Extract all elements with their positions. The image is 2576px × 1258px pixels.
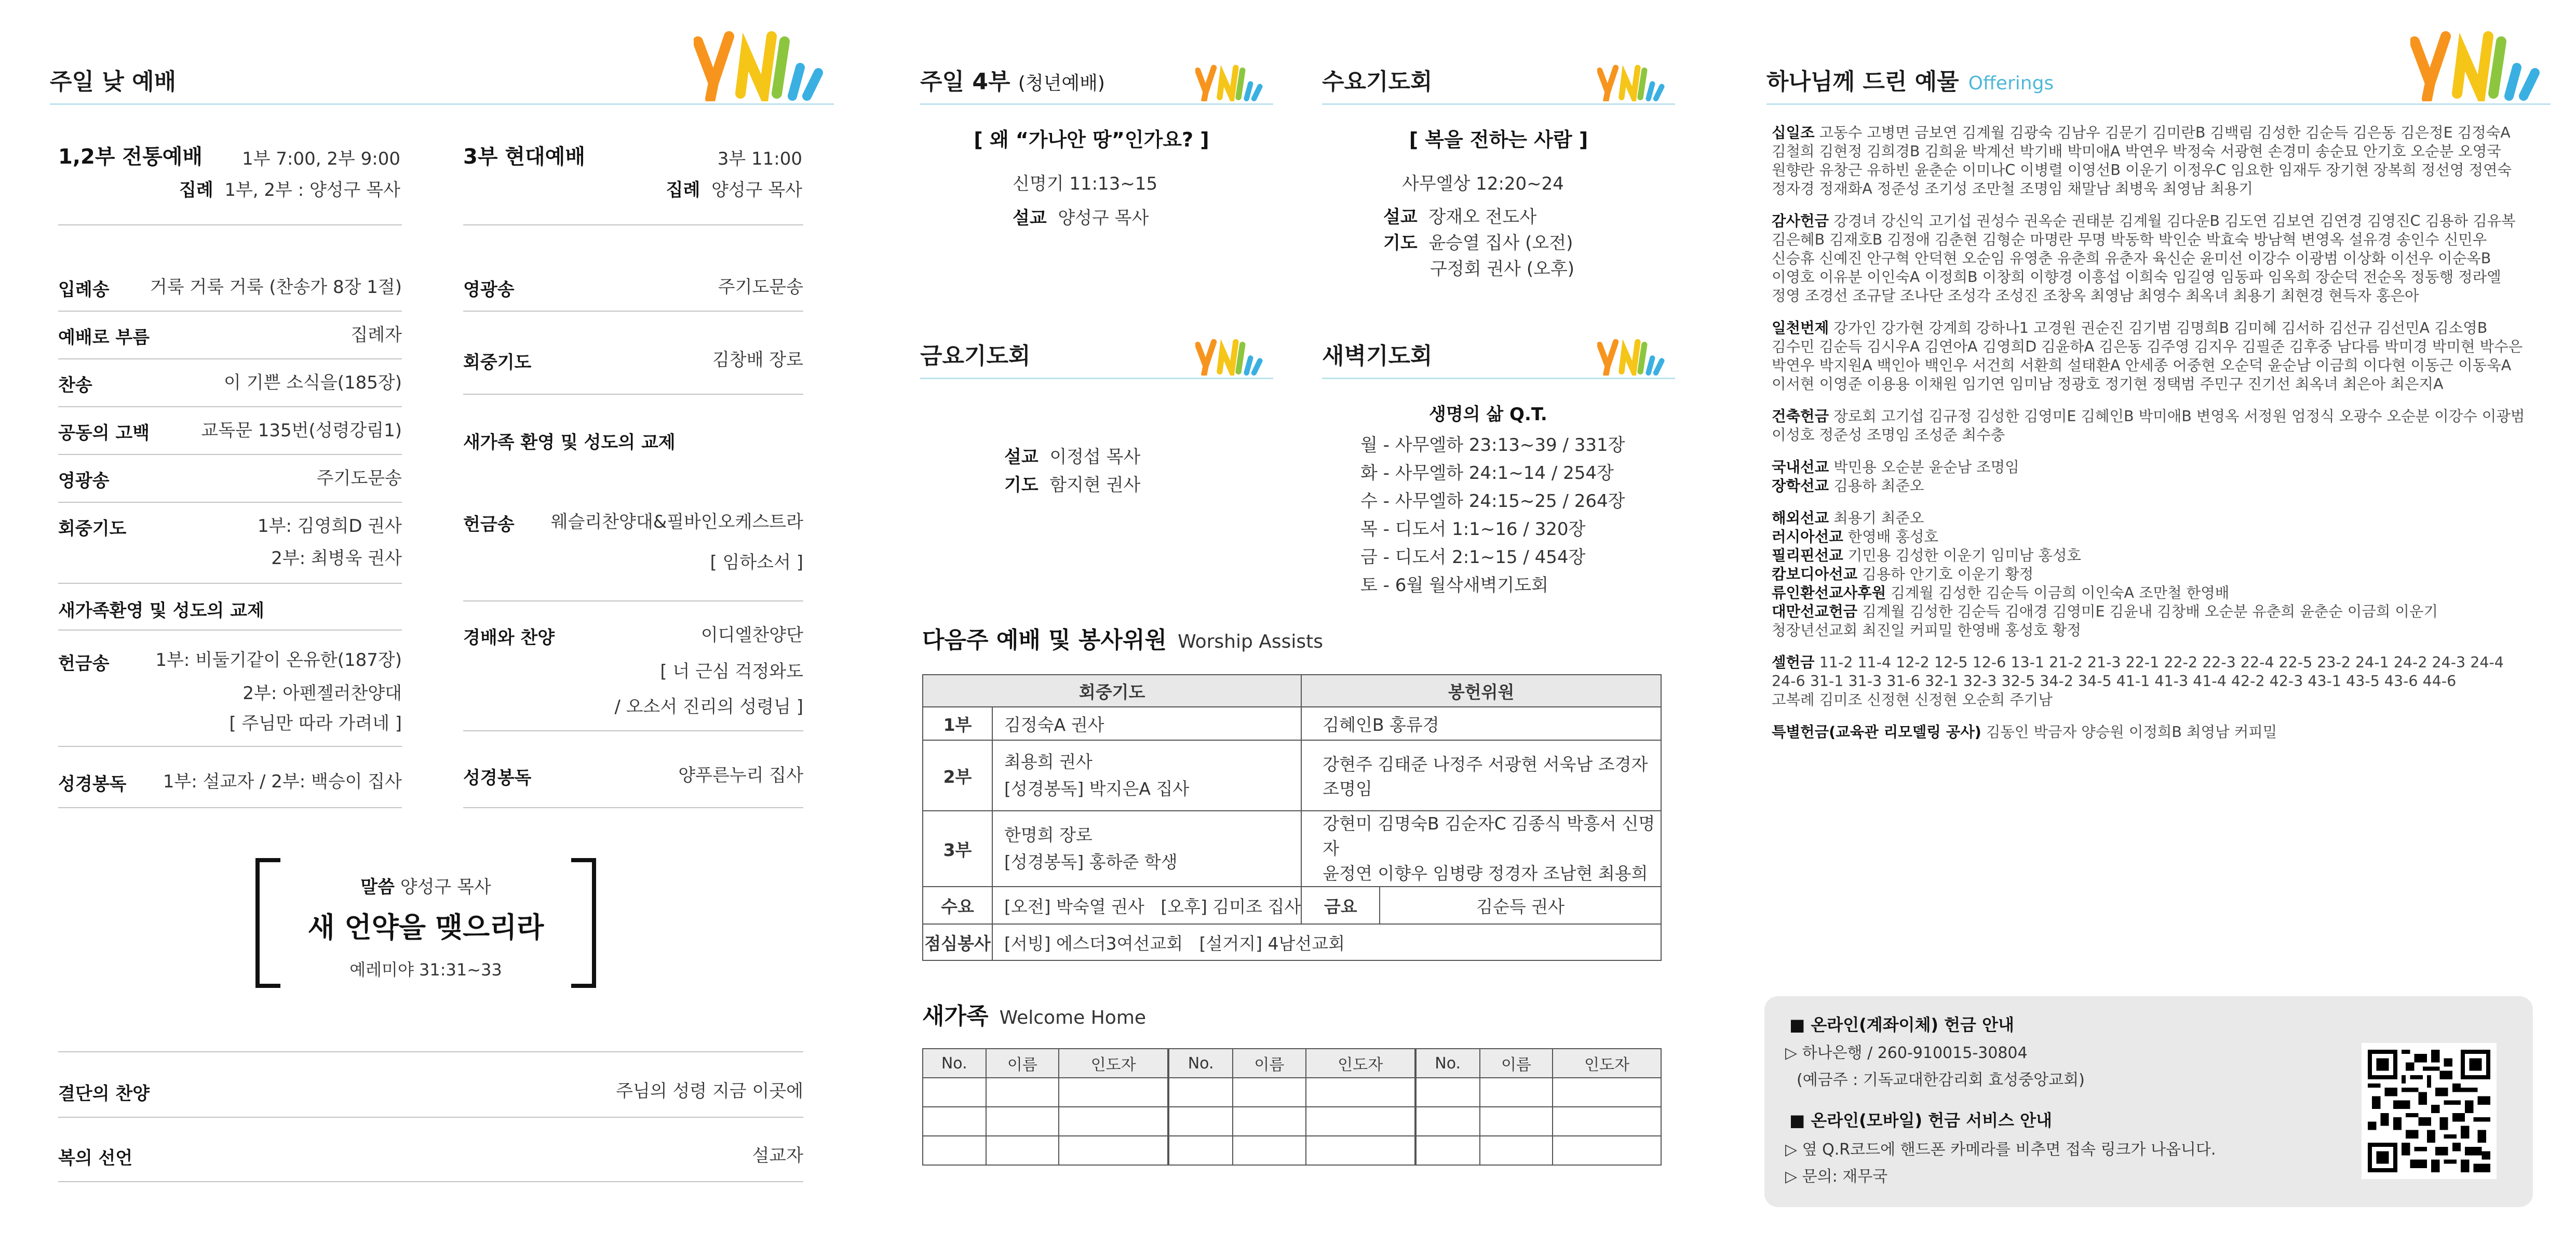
offering-names: 기민용 김성한 이운기 임미남 홍성호 <box>1847 547 2081 564</box>
offering-names: 11-2 11-4 12-2 12-5 12-6 13-1 21-2 21-3 22-1 22-2 22-3 22-4 22-5 23-2 24-1 24-2 24-3 24-4 <box>1819 654 2504 671</box>
church-logo-icon <box>1195 60 1263 101</box>
youth-header <box>920 48 1273 105</box>
online-transfer-heading: ■ 온라인(계좌이체) 헌금 안내 <box>1789 1015 2014 1035</box>
youth-subtitle: (청년예배) <box>1018 73 1105 94</box>
offerings-list <box>1772 124 2540 755</box>
offering-category: 건축헌금 <box>1772 408 1829 425</box>
order-item: 영광송 주기도문송 <box>58 461 402 503</box>
sunday-header <box>50 48 834 105</box>
sermon-verse: 예레미야 31:31~33 <box>349 960 502 980</box>
offering-category: 감사헌금 <box>1772 212 1829 230</box>
offering-names: 김철희 김현정 김희경B 김희윤 박계선 박기배 박미애A 박연우 박정숙 서광현 손경미 송순묘 안기호 오순분 오영국 <box>1772 143 2501 160</box>
offering-category: 대만선교헌금 <box>1772 603 1858 620</box>
offering-names: 최용기 최준오 <box>1833 510 1924 527</box>
table-row <box>923 1136 1661 1165</box>
order-item: 헌금송 1부: 비둘기같이 온유한(187장) 2부: 아펜젤러찬양대 [ 주님만 따라 가려네 ] <box>58 639 402 747</box>
traditional-service-time: 1부 7:00, 2부 9:00 <box>242 149 400 169</box>
offering-category: 장학선교 <box>1772 477 1829 494</box>
offering-names: 24-6 31-1 31-3 31-6 32-1 32-3 32-5 34-2 34-5 41-1 41-3 41-4 42-2 42-3 43-1 43-5 43-6 44-6 <box>1772 673 2457 690</box>
offerings-title-en: Offerings <box>1968 73 2054 94</box>
account-holder: (예금주 : 기독교대한감리회 효성중앙교회) <box>1797 1071 2085 1089</box>
offering-names: 김은혜B 김재호B 김정애 김춘현 김형순 마명란 무명 박동학 박인순 박효숙 방남혁 변영옥 설유경 송인수 신민우 <box>1772 231 2487 248</box>
offering-group <box>1772 319 2540 394</box>
divider <box>58 224 402 225</box>
order-item: 회중기도 1부: 김영희D 권사 2부: 최병욱 권사 <box>58 509 402 584</box>
order-item: 성경봉독 양푸른누리 집사 <box>463 750 803 808</box>
sunday-title: 주일 낮 예배 <box>50 69 177 95</box>
offering-group <box>1772 653 2540 710</box>
assists-title: 다음주 예배 및 봉사위원 Worship Assists <box>922 627 1324 653</box>
modern-service-time: 3부 11:00 <box>717 149 802 169</box>
friday-prayer: 기도 함지현 권사 <box>1004 475 1141 496</box>
bracket-left <box>255 858 280 988</box>
offering-names: 정자경 정재화A 정준성 조기성 조만철 조명임 채말남 최병욱 최영남 최용기 <box>1772 180 2253 197</box>
youth-title: 주일 4부 <box>920 69 1010 95</box>
offering-category: 셀헌금 <box>1772 654 1815 671</box>
modern-service-name: 3부 현대예배 <box>463 145 585 169</box>
traditional-service-name: 1,2부 전통예배 <box>58 145 203 169</box>
order-item: 입례송 거룩 거룩 거룩 (찬송가 8장 1절) <box>58 270 402 312</box>
order-item: 복의 선언 설교자 <box>58 1137 803 1182</box>
offering-group <box>1772 212 2540 305</box>
offering-names: 청장년선교회 최진일 커피밀 한영배 홍성호 황정 <box>1772 622 2081 639</box>
wednesday-preacher: 설교 장재오 전도사 <box>1383 207 1537 227</box>
order-item: 찬송 이 기쁜 소식을(185장) <box>58 366 402 407</box>
friday-preacher: 설교 이정섭 목사 <box>1004 447 1141 467</box>
table-row <box>923 1107 1661 1136</box>
offering-category: 류인환선교사후원 <box>1772 584 1886 601</box>
church-logo-icon <box>1195 334 1263 376</box>
sermon-block <box>291 873 561 981</box>
offering-names: 김계월 김성한 김순득 이금희 이인숙A 조만철 한영배 <box>1891 584 2230 601</box>
friday-header <box>920 322 1273 379</box>
offering-category: 캄보디아선교 <box>1772 566 1858 583</box>
offering-names: 장로회 고기섭 김규정 김성한 김영미E 김혜인B 박미애B 변영옥 서정원 엄정식 오광수 오순분 이강수 이광범 <box>1833 408 2525 425</box>
offering-group <box>1772 458 2540 496</box>
offering-names: 김동인 박금자 양승원 이정희B 최영남 커피밀 <box>1986 724 2277 741</box>
divider <box>58 1051 803 1052</box>
order-item: 성경봉독 1부: 설교자 / 2부: 백승이 집사 <box>58 761 402 808</box>
dawn-header <box>1322 322 1675 379</box>
wednesday-prayer-2: 구정회 권사 (오후) <box>1430 259 1575 279</box>
traditional-officiant: 집례 1부, 2부 : 양성구 목사 <box>179 180 400 200</box>
offering-group <box>1772 723 2540 742</box>
sermon-title: 새 언약을 맺으리라 <box>307 911 544 944</box>
offering-names: 강가인 강가현 강계희 강하나1 고경원 권순진 김기범 김명희B 김미혜 김서하 김선규 김선민A 김소영B <box>1833 319 2488 337</box>
dawn-subtitle: 생명의 삶 Q.T. <box>1429 404 1547 425</box>
offering-names: 원향란 유창근 유하빈 윤춘순 이미나C 이병렬 이영선B 이운기 이정우C 임요한 임재두 장기현 장복희 정선영 정연숙 <box>1772 162 2512 179</box>
youth-theme: [ 왜 “가나안 땅”인가요? ] <box>974 128 1209 151</box>
order-item: 영광송 주기도문송 <box>463 270 803 312</box>
offering-names: 박민용 오순분 윤순남 조명임 <box>1833 459 2019 476</box>
offering-names: 고동수 고병면 금보연 김계월 김광숙 김남우 김문기 김미란B 김백림 김성한 김순득 김은동 김은정E 김정숙A <box>1819 124 2511 141</box>
wednesday-header <box>1322 48 1675 105</box>
offering-names: 김계월 김성한 김순득 김애경 김영미E 김윤내 김창배 오순분 유춘희 윤춘순 이금희 이운기 <box>1862 603 2438 620</box>
contact-info: ▷ 문의: 재무국 <box>1785 1168 1888 1186</box>
offering-group <box>1772 407 2540 445</box>
dawn-title: 새벽기도회 <box>1322 343 1433 369</box>
offering-names: 김수민 김순득 김시우A 김연아A 김영희D 김윤하A 김은동 김주영 김지우 김필준 김후중 남다름 박미경 박미현 박수은 <box>1772 338 2523 355</box>
church-logo-icon <box>1597 334 1665 376</box>
newcomers-table: No. 이름 인도자 No. 이름 인도자 No. 이름 인도자 <box>922 1048 1662 1166</box>
order-item: 경배와 찬양 이디엘찬양단 [ 너 근심 걱정와도 / 오소서 진리의 성령님 ] <box>463 617 803 731</box>
order-item: 회중기도 김창배 장로 <box>463 337 803 395</box>
offering-names: 김용하 최준오 <box>1833 477 1924 494</box>
offering-category: 국내선교 <box>1772 459 1829 476</box>
offering-group <box>1772 124 2540 198</box>
qr-code-icon <box>2368 1049 2490 1173</box>
offering-category: 러시아선교 <box>1772 528 1843 545</box>
order-item: 새가족환영 및 성도의 교제 <box>58 589 402 631</box>
offering-group <box>1772 509 2540 640</box>
newcomers-title: 새가족 Welcome Home <box>922 1003 1147 1029</box>
order-item: 예배로 부름 집례자 <box>58 318 402 359</box>
offering-names: 한영배 홍성호 <box>1847 528 1938 545</box>
assists-table: 회중기도 봉헌위원 1부 김정숙A 권사 김혜인B 홍류경 2부 최용희 권사 [성경봉독] 박지은A 집사 강현주 김태준 나정주 서광현 서욱남 조경자 조명임 3부 한명희 장로 [성경봉독] 홍하준 학생 강현미 김명숙B 김순자C 김종식 박흥서 신명자 윤정연 이향우 임병량 정경자 조남현 최용희 수요 [오전] 박숙열 권사 [오후] 김미조 집사 금요 김순득 권사 점심봉사 [서빙] 에스더3여선교회 [설거지] 4남선교회 <box>922 674 1662 961</box>
wednesday-prayer: 기도 윤승열 집사 (오전) <box>1383 233 1573 253</box>
offering-names: 강경녀 강신익 고기섭 권성수 권옥순 권태분 김계월 김다운B 김도연 김보연 김연경 김영진C 김용하 김유복 <box>1833 212 2516 230</box>
order-item: 결단의 찬양 주님의 성령 지금 이곳에 <box>58 1073 803 1118</box>
wednesday-scripture: 사무엘상 12:20~24 <box>1402 173 1564 194</box>
offerings-header <box>1766 48 2551 105</box>
offering-names: 박연우 박지원A 백인아 백인우 서건희 서환희 설태환A 안세종 어중현 오순덕 윤순남 이금희 이다현 이동근 이동욱A <box>1772 357 2512 374</box>
offering-names: 이성호 정준성 조명임 조성준 최수충 <box>1772 426 2005 444</box>
friday-title: 금요기도회 <box>920 343 1031 369</box>
offering-category: 십일조 <box>1772 124 1815 141</box>
offering-names: 정영 조경선 조규달 조나단 조성각 조성진 조창옥 최영남 최영수 최옥녀 최용기 최현경 현득자 홍은아 <box>1772 287 2419 304</box>
qr-instruction: ▷ 옆 Q.R코드에 핸드폰 카메라를 비추면 접속 링크가 나옵니다. <box>1785 1141 2216 1159</box>
order-item: 공동의 고백 교독문 135번(성령강림1) <box>58 413 402 455</box>
offering-category: 필리핀선교 <box>1772 547 1843 564</box>
divider <box>463 224 803 225</box>
church-logo-icon <box>2410 21 2540 101</box>
order-item: 새가족 환영 및 성도의 교제 <box>463 432 676 453</box>
online-offering-box <box>1764 996 2533 1207</box>
offering-names: 김용하 안기호 이운기 황정 <box>1862 566 2034 583</box>
qr-code-icon <box>2362 1043 2497 1179</box>
bracket-right <box>571 858 596 988</box>
offerings-title: 하나님께 드린 예물 <box>1766 69 1959 95</box>
sermon-preacher: 말씀 양성구 목사 <box>360 877 491 898</box>
youth-preacher: 설교 양성구 목사 <box>1013 208 1149 229</box>
offering-names: 이영호 이유분 이인숙A 이정희B 이창희 이향경 이흥섭 이희숙 임길영 임동파 임옥희 장순덕 전순옥 정동행 정라엘 <box>1772 269 2501 286</box>
wednesday-theme: [ 복을 전하는 사람 ] <box>1409 128 1588 151</box>
offering-names: 고복례 김미조 신정현 신정현 오순희 주기남 <box>1772 691 2053 708</box>
modern-officiant: 집례 양성구 목사 <box>666 180 802 200</box>
mobile-offering-heading: ■ 온라인(모바일) 헌금 서비스 안내 <box>1789 1110 2052 1130</box>
offering-category: 특별헌금(교육관 리모델링 공사) <box>1772 724 1981 741</box>
offering-names: 이서현 이영준 이용용 이채원 임기연 임미남 정광호 정기현 정택범 주민구 진기선 최옥녀 최은아 최은지A <box>1772 376 2444 393</box>
order-item: 헌금송 웨슬리찬양대&필바인오케스트라 [ 임하소서 ] <box>463 503 803 601</box>
church-logo-icon <box>1597 60 1665 101</box>
offering-names: 신승휴 신예진 안구혁 안덕현 오순임 유영춘 유춘희 유춘자 육신순 윤미선 이강수 이광범 이상화 이선우 이순옥B <box>1772 250 2491 267</box>
wednesday-title: 수요기도회 <box>1322 69 1433 95</box>
church-logo-icon <box>694 21 824 101</box>
bank-account: ▷ 하나은행 / 260-910015-30804 <box>1785 1044 2028 1062</box>
table-row <box>923 1078 1661 1107</box>
dawn-schedule: 월 - 사무엘하 23:13~39 / 331장 화 - 사무엘하 24:1~14 / 254장 수 - 사무엘하 24:15~25 / 264장 목 - 디도서 1:1~16 / 320장 금 - 디도서 2:1~15 / 454장 토 - 6월 월삭새벽기도회 <box>1360 435 1625 596</box>
offering-category: 해외선교 <box>1772 510 1829 527</box>
youth-scripture: 신명기 11:13~15 <box>1013 173 1158 194</box>
offering-category: 일천번제 <box>1772 319 1829 337</box>
